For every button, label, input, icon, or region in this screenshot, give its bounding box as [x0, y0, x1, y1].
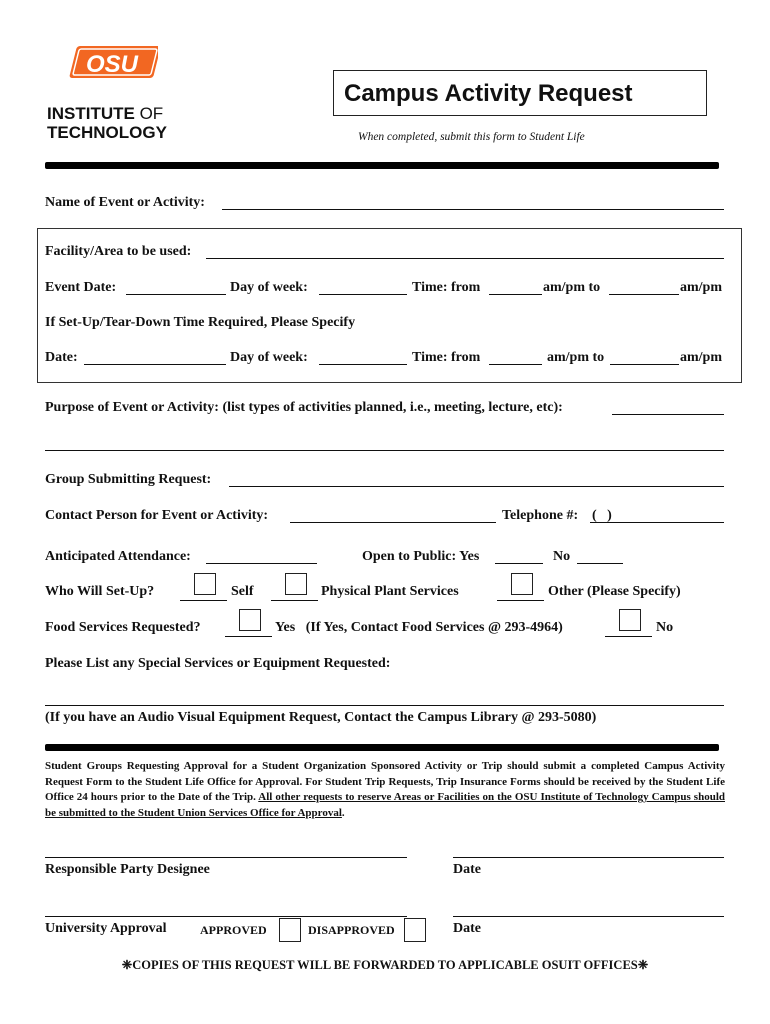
food-no-label: No	[656, 620, 674, 635]
notice-paragraph	[45, 759, 725, 821]
special-services-label: Please List any Special Services or Equipment Requested:	[45, 656, 391, 671]
event-name-input[interactable]	[222, 192, 728, 212]
group-label: Group Submitting Request:	[45, 472, 212, 487]
title-box	[333, 70, 707, 116]
institute-word: INSTITUTE	[47, 104, 135, 123]
open-yes-input[interactable]	[495, 546, 547, 566]
day-of-week-label: Day of week:	[230, 280, 308, 295]
notice-divider	[45, 744, 719, 751]
physical-plant-line	[271, 600, 318, 601]
attendance-label: Anticipated Attendance:	[45, 549, 191, 564]
setup-time-from-input[interactable]	[489, 347, 546, 367]
osu-logo-mark	[66, 42, 158, 82]
header-divider	[45, 162, 719, 169]
telephone-label: Telephone #:	[502, 508, 579, 523]
telephone-paren: ( )	[592, 508, 612, 523]
responsible-label: Responsible Party Designee	[45, 862, 210, 877]
group-input[interactable]	[229, 469, 728, 489]
page-title: Campus Activity Request	[344, 80, 633, 107]
open-public-label: Open to Public: Yes	[362, 549, 480, 564]
event-name-label: Name of Event or Activity:	[45, 195, 205, 210]
food-yes-label: Yes (If Yes, Contact Food Services @ 293-4964)	[275, 620, 563, 635]
technology-text: TECHNOLOGY	[47, 123, 167, 142]
setup-date-label: Date:	[45, 350, 78, 365]
institute-text	[47, 105, 163, 122]
setup-day-input[interactable]	[319, 347, 411, 367]
subtitle: When completed, submit this form to Student Life	[358, 131, 585, 143]
time-to-input[interactable]	[609, 277, 683, 297]
ampm-to-label: am/pm to	[543, 280, 601, 295]
av-note: (If you have an Audio Visual Equipment Request, Contact the Campus Library @ 293-5080)	[45, 710, 597, 725]
attendance-input[interactable]	[206, 546, 321, 566]
notice-underlined: All other requests to reserve Areas or Facilities on the OSU Institute of Technology Campus should be submitted to the Student Union Services Office for Approval	[45, 791, 725, 819]
other-checkbox[interactable]	[511, 573, 533, 595]
purpose-input-2[interactable]	[45, 433, 728, 453]
approved-label: APPROVED	[200, 923, 267, 937]
approved-checkbox[interactable]	[279, 918, 301, 942]
setup-ampm-end-label: am/pm	[680, 350, 722, 365]
facility-input[interactable]	[206, 241, 728, 261]
purpose-label: Purpose of Event or Activity: (list types of activities planned, i.e., meeting, lecture, etc):	[45, 400, 563, 415]
of-word: OF	[134, 104, 164, 123]
contact-input[interactable]	[290, 505, 500, 525]
food-yes-line	[225, 636, 272, 637]
telephone-input[interactable]	[620, 505, 728, 525]
special-services-input[interactable]	[45, 688, 728, 708]
self-label: Self	[231, 584, 254, 599]
setup-day-label: Day of week:	[230, 350, 308, 365]
approval-signature-line	[45, 916, 407, 917]
osu-logo-letters: OSU	[85, 51, 139, 78]
physical-plant-label: Physical Plant Services	[321, 584, 459, 599]
setup-time-from-label: Time: from	[412, 350, 481, 365]
self-checkbox[interactable]	[194, 573, 216, 595]
other-line	[497, 600, 544, 601]
date1-line	[453, 857, 724, 858]
event-date-input[interactable]	[126, 277, 230, 297]
date1-label: Date	[453, 862, 481, 877]
ampm-end-label: am/pm	[680, 280, 722, 295]
food-yes-checkbox[interactable]	[239, 609, 261, 631]
food-label: Food Services Requested?	[45, 620, 201, 635]
notice-text: Student Groups Requesting Approval for a Student Organization Sponsored Activity or Trip should submit a completed Campus Activity Request Form to the Student Life Office for Approval. For Student Trip Requests, Trip Insurance Forms should be received by the Student Life Office 24 hours prior to the Date of the Trip.	[45, 760, 725, 803]
contact-label: Contact Person for Event or Activity:	[45, 508, 269, 523]
facility-label: Facility/Area to be used:	[45, 244, 192, 259]
event-date-label: Event Date:	[45, 280, 117, 295]
setup-heading: If Set-Up/Tear-Down Time Required, Please Specify	[45, 315, 356, 330]
time-from-input[interactable]	[489, 277, 546, 297]
open-no-input[interactable]	[577, 546, 627, 566]
approval-label: University Approval	[45, 921, 167, 936]
time-from-label: Time: from	[412, 280, 481, 295]
disapproved-checkbox[interactable]	[404, 918, 426, 942]
setup-time-to-input[interactable]	[610, 347, 683, 367]
date2-label: Date	[453, 921, 481, 936]
food-no-line	[605, 636, 652, 637]
who-setup-label: Who Will Set-Up?	[45, 584, 155, 599]
open-no-label: No	[553, 549, 571, 564]
food-no-checkbox[interactable]	[619, 609, 641, 631]
notice-end: .	[341, 806, 345, 819]
other-label: Other (Please Specify)	[548, 584, 681, 599]
osu-logo	[66, 42, 158, 82]
setup-ampm-to-label: am/pm to	[547, 350, 605, 365]
date2-line	[453, 916, 724, 917]
purpose-input-1[interactable]	[612, 397, 728, 417]
self-line	[180, 600, 227, 601]
physical-plant-checkbox[interactable]	[285, 573, 307, 595]
day-of-week-input[interactable]	[319, 277, 411, 297]
responsible-signature-line	[45, 857, 407, 858]
disapproved-label: DISAPPROVED	[308, 923, 395, 937]
footer-notice: ❈COPIES OF THIS REQUEST WILL BE FORWARDED TO APPLICABLE OSUIT OFFICES❈	[121, 958, 649, 972]
setup-date-input[interactable]	[84, 347, 230, 367]
